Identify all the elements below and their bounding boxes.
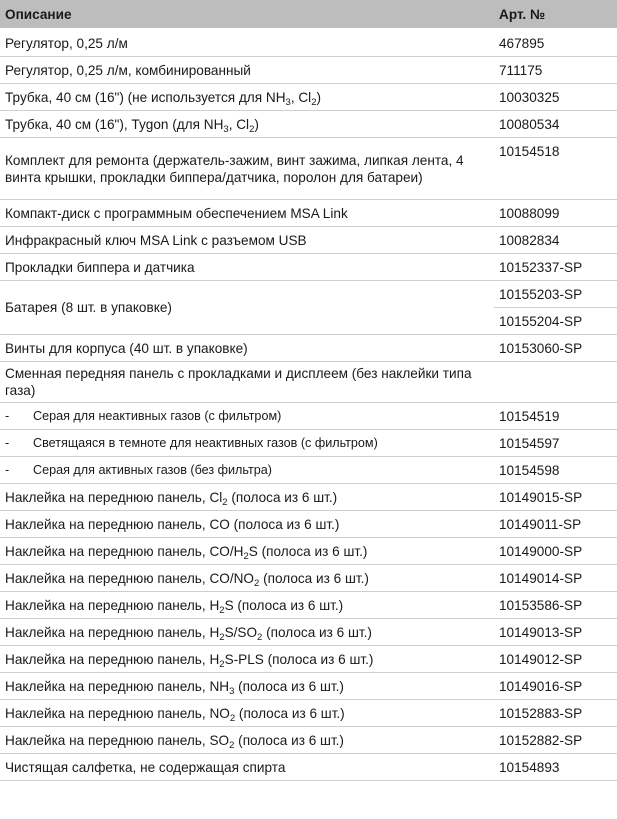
row-description: Трубка, 40 см (16"), Tygon (для $NH_3$, $Cl_2$): [0, 111, 494, 138]
row-article: 711175: [494, 57, 617, 84]
row-description: Наклейка на переднюю панель, CO (полоса из 6 шт.): [0, 511, 494, 538]
table-row: [0, 673, 617, 700]
row-article: 10152882-SP: [494, 727, 617, 754]
row-article: 10149013-SP: [494, 619, 617, 646]
subitem-text: Серая для активных газов (без фильтра): [33, 462, 272, 477]
list-dash: -: [5, 408, 10, 423]
subitem-article: 10154519: [494, 403, 617, 430]
list-dash: -: [5, 462, 10, 477]
table-row: [0, 484, 617, 511]
row-description: Комплект для ремонта (держатель-зажим, винт зажима, липкая лента, 4 винта крышки, прокладки биппера/датчика, поролон для батареи): [0, 138, 494, 200]
table-row: [0, 592, 617, 619]
row-article: 10152337-SP: [494, 254, 617, 281]
table-row-subitem: [0, 457, 617, 484]
row-article: 10030325: [494, 84, 617, 111]
subitem-article: 10154598: [494, 457, 617, 484]
row-article: 467895: [494, 29, 617, 57]
panel-article: [494, 362, 617, 403]
row-article: 10149014-SP: [494, 565, 617, 592]
row-description: Наклейка на переднюю панель, $H_2S$ (полоса из 6 шт.): [0, 592, 494, 619]
row-description: Наклейка на переднюю панель, $Cl_2$ (полоса из 6 шт.): [0, 484, 494, 511]
row-description: Регулятор, 0,25 л/м, комбинированный: [0, 57, 494, 84]
table-row: [0, 754, 617, 781]
row-description: Наклейка на переднюю панель, $H_2S$-PLS (полоса из 6 шт.): [0, 646, 494, 673]
row-description: Наклейка на переднюю панель, $CO/NO_2$ (полоса из 6 шт.): [0, 565, 494, 592]
table-row: [0, 227, 617, 254]
subitem-article: 10154597: [494, 430, 617, 457]
subitem-description: [0, 403, 494, 430]
subitem-text: Серая для неактивных газов (с фильтром): [33, 408, 282, 423]
row-article: 10153060-SP: [494, 335, 617, 362]
row-article: 10149011-SP: [494, 511, 617, 538]
table-row: [0, 565, 617, 592]
battery-description: Батарея (8 шт. в упаковке): [0, 281, 494, 335]
table-row: [0, 700, 617, 727]
header-description: Описание: [0, 0, 494, 29]
row-article: 10154893: [494, 754, 617, 781]
table-row-panel: [0, 362, 617, 403]
table-row: [0, 619, 617, 646]
row-article: 10149012-SP: [494, 646, 617, 673]
table-row: [0, 511, 617, 538]
row-article: 10149015-SP: [494, 484, 617, 511]
table-header-row: [0, 0, 617, 29]
panel-description: Сменная передняя панель с прокладками и дисплеем (без наклейки типа газа): [0, 362, 494, 403]
header-article: Арт. №: [494, 0, 617, 29]
subitem-text: Светящаяся в темноте для неактивных газов (с фильтром): [33, 435, 378, 450]
table-row: [0, 29, 617, 57]
subitem-description: [0, 430, 494, 457]
row-description: Наклейка на переднюю панель, $H_2S/SO_2$ (полоса из 6 шт.): [0, 619, 494, 646]
row-description: Компакт-диск с программным обеспечением MSA Link: [0, 200, 494, 227]
row-description: Наклейка на переднюю панель, $NH_3$ (полоса из 6 шт.): [0, 673, 494, 700]
row-description: Прокладки биппера и датчика: [0, 254, 494, 281]
row-description: Чистящая салфетка, не содержащая спирта: [0, 754, 494, 781]
row-description: Наклейка на переднюю панель, $NO_2$ (полоса из 6 шт.): [0, 700, 494, 727]
row-article: 10153586-SP: [494, 592, 617, 619]
row-article: 10149000-SP: [494, 538, 617, 565]
table-row: [0, 254, 617, 281]
row-article: 10082834: [494, 227, 617, 254]
row-description: Наклейка на переднюю панель, $SO_2$ (полоса из 6 шт.): [0, 727, 494, 754]
table-row: [0, 646, 617, 673]
row-article: 10080534: [494, 111, 617, 138]
table-row-subitem: [0, 430, 617, 457]
row-article: 10152883-SP: [494, 700, 617, 727]
row-article: 10154518: [494, 138, 617, 200]
subitem-description: [0, 457, 494, 484]
row-article: 10088099: [494, 200, 617, 227]
battery-article: 10155203-SP: [494, 281, 617, 308]
table-row: [0, 727, 617, 754]
battery-article: 10155204-SP: [494, 308, 617, 335]
row-description: Регулятор, 0,25 л/м: [0, 29, 494, 57]
table-row: [0, 111, 617, 138]
row-description: Инфракрасный ключ MSA Link с разъемом USB: [0, 227, 494, 254]
list-dash: -: [5, 435, 10, 450]
table-row: [0, 57, 617, 84]
row-description: Наклейка на переднюю панель, $CO/H_2S$ (полоса из 6 шт.): [0, 538, 494, 565]
row-article: 10149016-SP: [494, 673, 617, 700]
row-description: Трубка, 40 см (16") (не используется для $NH_3$, $Cl_2$): [0, 84, 494, 111]
table-row: [0, 335, 617, 362]
table-row-battery: [0, 281, 617, 308]
table-row: [0, 84, 617, 111]
table-row-subitem: [0, 403, 617, 430]
table-row: [0, 538, 617, 565]
table-row: [0, 138, 617, 200]
row-description: Винты для корпуса (40 шт. в упаковке): [0, 335, 494, 362]
table-row: [0, 200, 617, 227]
